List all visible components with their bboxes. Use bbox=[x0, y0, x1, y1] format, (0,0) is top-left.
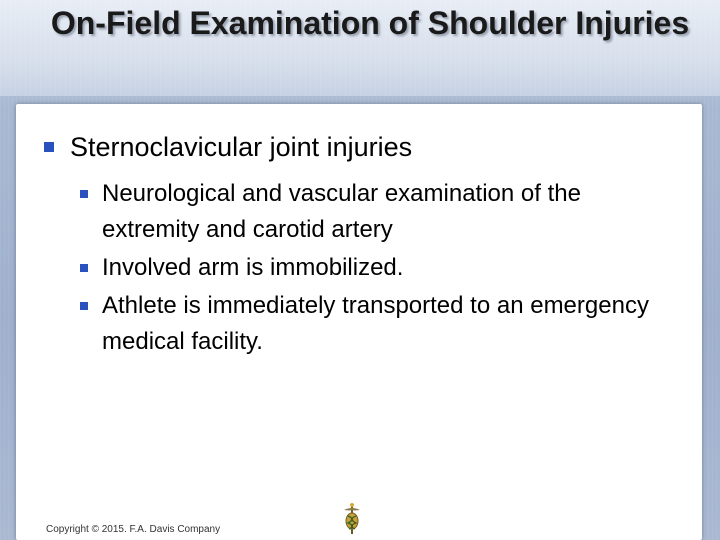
sub-bullet-text: Involved arm is immobilized. bbox=[102, 254, 404, 281]
slide-title: On-Field Examination of Shoulder Injuries bbox=[50, 5, 690, 41]
caduceus-logo-icon bbox=[341, 502, 363, 534]
sub-bullet-list bbox=[80, 176, 680, 362]
square-bullet-icon bbox=[80, 302, 88, 310]
sub-bullet-text: Athlete is immediately transported to an emergency medical facility. bbox=[102, 292, 649, 355]
sub-bullet-text: Neurological and vascular examination of the extremity and carotid artery bbox=[102, 180, 581, 243]
sub-bullet bbox=[80, 176, 680, 248]
square-bullet-icon bbox=[44, 142, 54, 152]
copyright-footer: Copyright © 2015. F.A. Davis Company bbox=[46, 524, 221, 535]
sub-bullet bbox=[80, 288, 680, 360]
content-panel bbox=[16, 104, 702, 540]
sub-bullet bbox=[80, 250, 680, 286]
square-bullet-icon bbox=[80, 190, 88, 198]
title-band bbox=[0, 0, 720, 96]
bullet-text: Sternoclavicular joint injuries bbox=[70, 132, 413, 162]
square-bullet-icon bbox=[80, 264, 88, 272]
